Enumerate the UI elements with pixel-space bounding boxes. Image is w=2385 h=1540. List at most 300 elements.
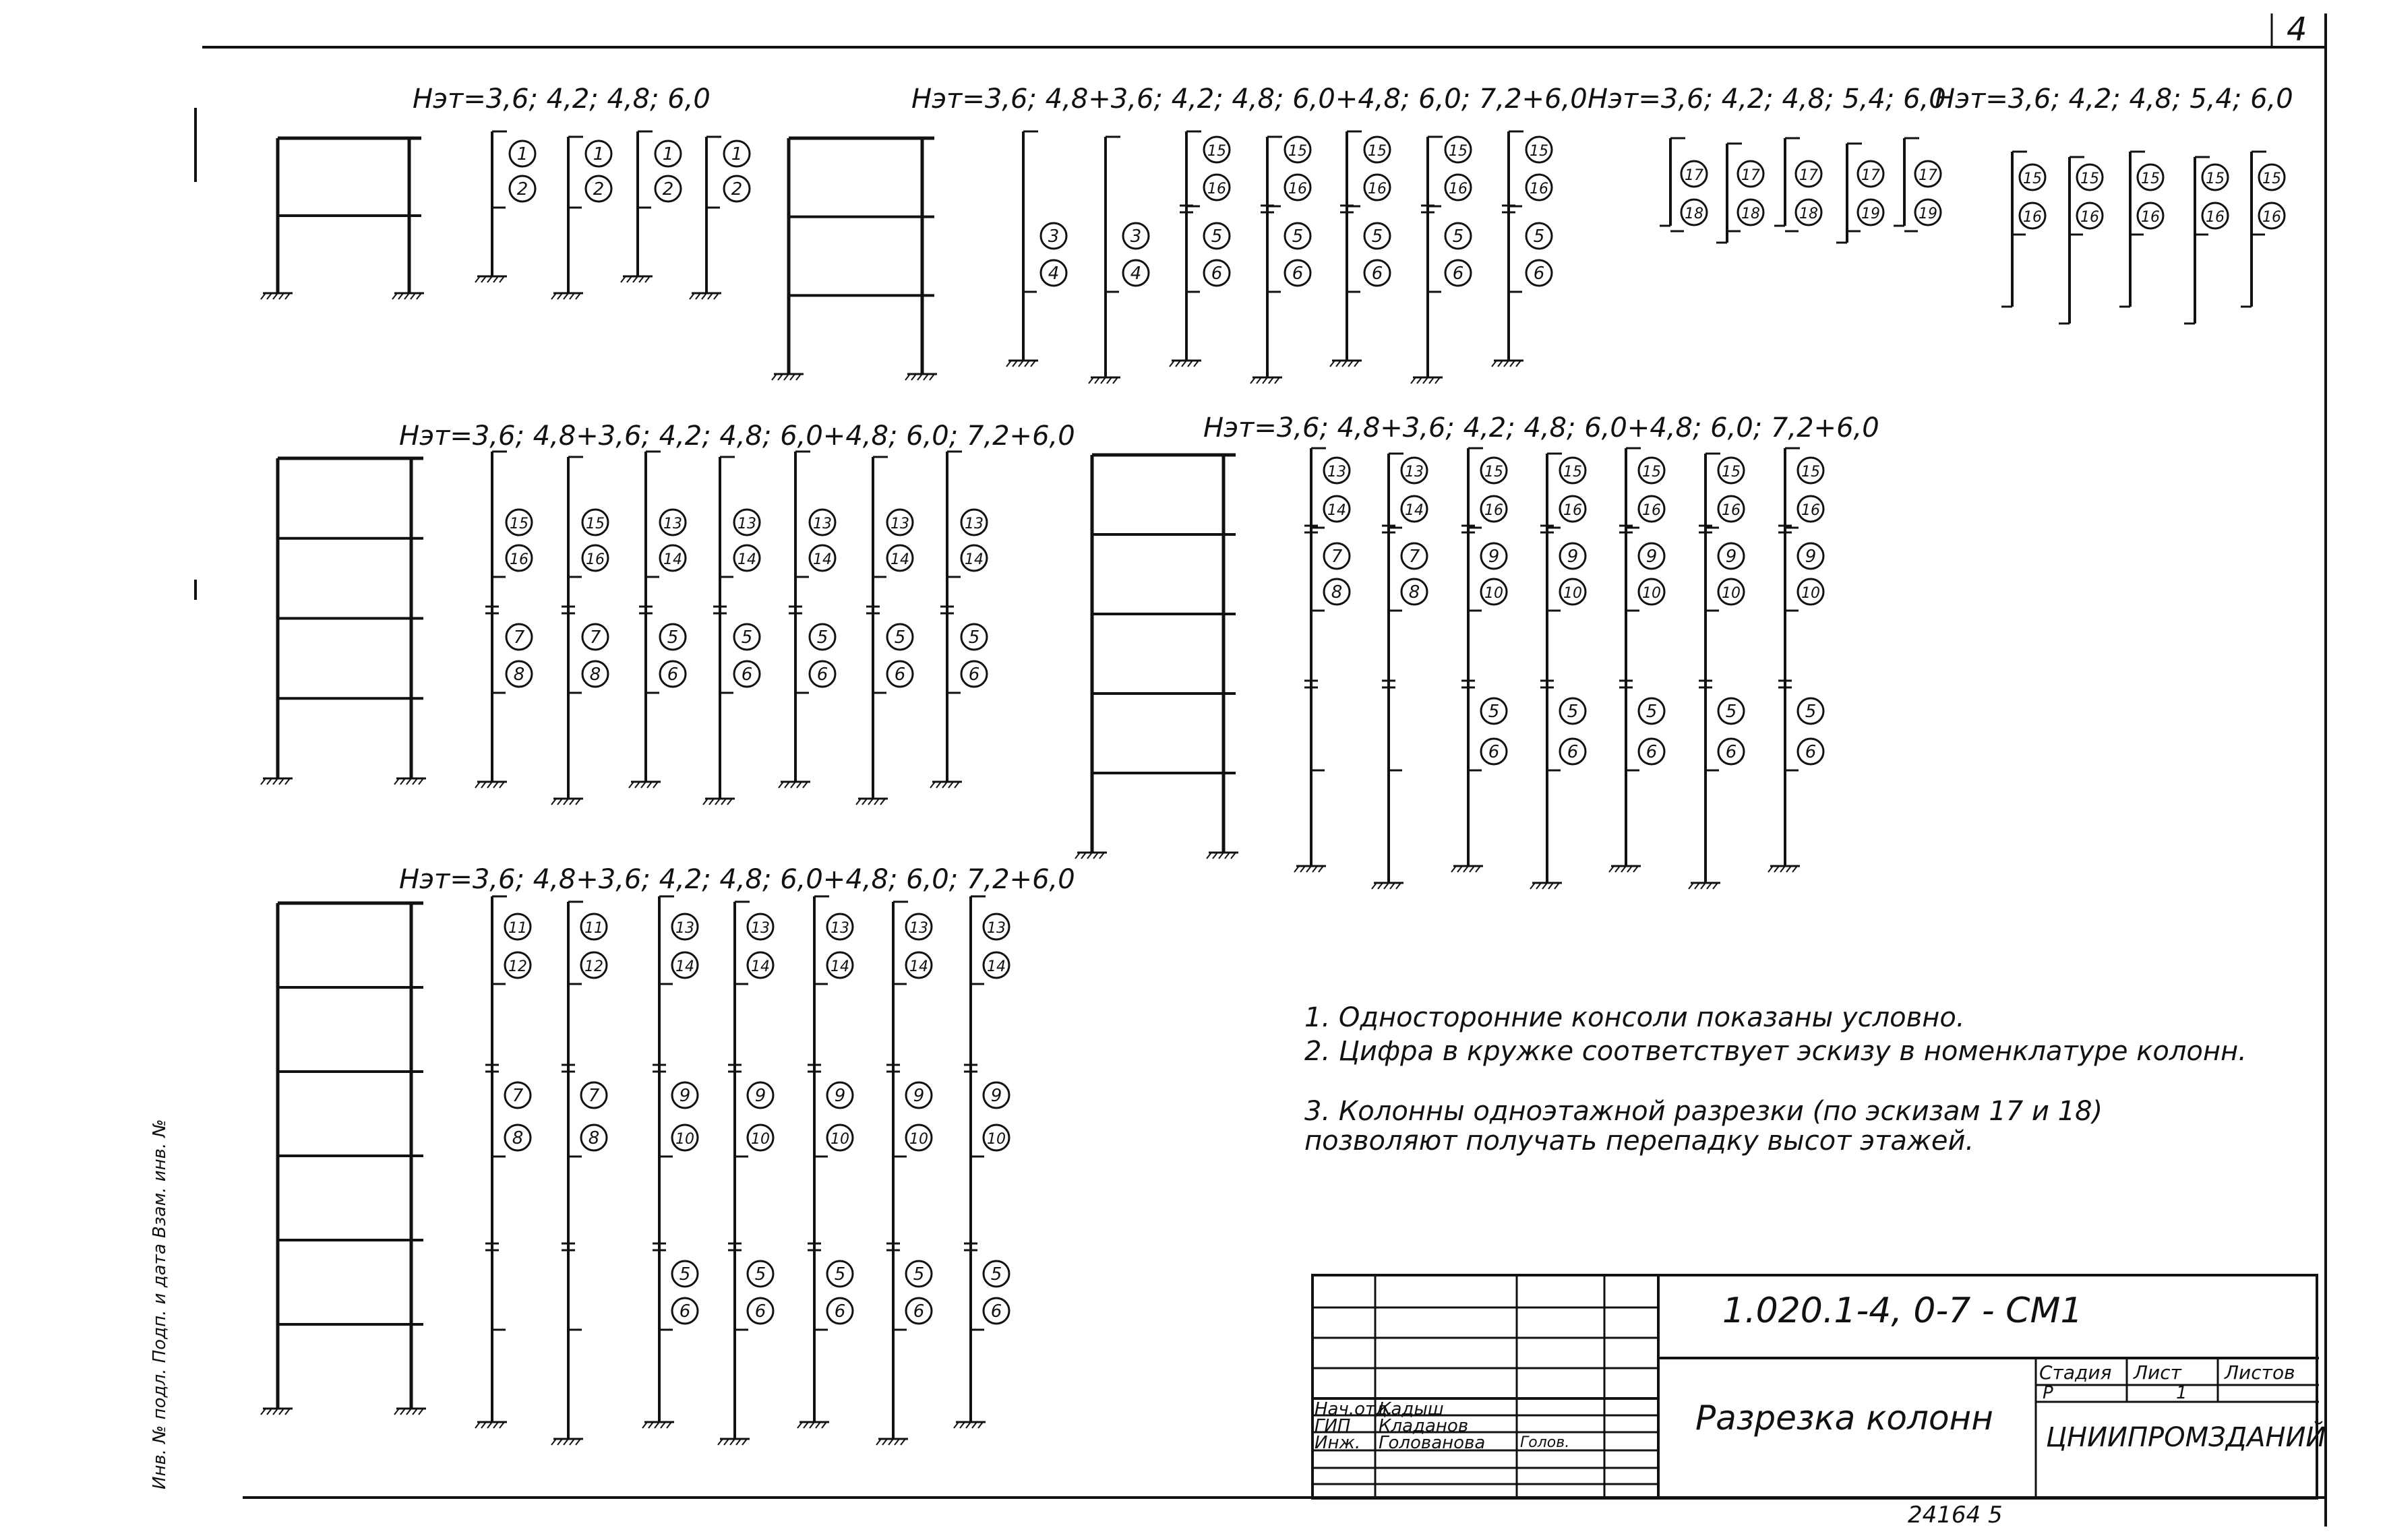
note-3: 3. Колонны одноэтажной разрезки (по эскизам 17 и 18) позволяют получать перепадку высот этажей. bbox=[1304, 1096, 2103, 1157]
sketch-number: 13 bbox=[1327, 464, 1346, 481]
sketch-number-circle bbox=[586, 141, 611, 166]
sketch-number: 15 bbox=[2141, 171, 2160, 187]
sketch-number: 6 bbox=[1488, 742, 1500, 762]
sketch-number-circle bbox=[1445, 137, 1471, 162]
sketch-number-circle bbox=[1324, 579, 1350, 605]
ground-support bbox=[475, 276, 507, 282]
column-group-4 bbox=[2001, 152, 2285, 324]
sketch-number: 16 bbox=[2262, 209, 2281, 226]
ground-support bbox=[1492, 361, 1523, 367]
sketch-number-circle bbox=[1204, 137, 1230, 162]
sketch-number-circle bbox=[1445, 260, 1471, 286]
sketch-number: 17 bbox=[1685, 167, 1703, 184]
sketch-number: 1 bbox=[593, 144, 605, 164]
sketch-number-circle bbox=[827, 952, 853, 978]
sketch-number-circle bbox=[810, 624, 835, 650]
column-scheme bbox=[1006, 131, 1066, 367]
sketch-number: 6 bbox=[1292, 264, 1304, 284]
sketch-number: 6 bbox=[667, 665, 679, 685]
sketch-number: 8 bbox=[1331, 582, 1343, 603]
sketch-number: 13 bbox=[737, 516, 756, 532]
sketch-number-circle bbox=[2077, 164, 2103, 190]
ground-support bbox=[629, 782, 661, 788]
sketch-number: 14 bbox=[675, 958, 694, 975]
sketch-number-circle bbox=[724, 141, 750, 166]
sketch-number: 6 bbox=[1725, 742, 1737, 762]
ground-support bbox=[551, 799, 583, 805]
sketch-number-circle bbox=[1204, 223, 1230, 249]
sketch-number: 8 bbox=[1408, 582, 1420, 603]
sketch-number: 14 bbox=[909, 958, 928, 975]
sketch-number-circle bbox=[748, 1261, 773, 1287]
sketch-number: 15 bbox=[1722, 464, 1741, 481]
sketch-number-circle bbox=[1796, 161, 1821, 187]
sketch-number: 15 bbox=[1207, 143, 1226, 160]
sketch-number-circle bbox=[581, 914, 607, 940]
sketch-number-circle bbox=[582, 661, 608, 687]
sketch-number-circle bbox=[1915, 199, 1941, 225]
column-scheme bbox=[2184, 157, 2228, 324]
sketch-number: 16 bbox=[1801, 502, 1820, 519]
sketch-number-circle bbox=[1481, 698, 1507, 724]
sketch-number-circle bbox=[1401, 543, 1427, 569]
sketch-number-circle bbox=[1364, 175, 1390, 200]
sketch-number: 16 bbox=[2206, 209, 2225, 226]
sketch-number-circle bbox=[660, 661, 686, 687]
sketch-number: 6 bbox=[1805, 742, 1817, 762]
column-scheme bbox=[1894, 138, 1941, 231]
ground-support bbox=[718, 1439, 750, 1445]
ground-support bbox=[1250, 377, 1282, 383]
sketch-number-circle bbox=[1681, 161, 1707, 187]
sketch-number: 16 bbox=[1207, 181, 1226, 197]
column-scheme bbox=[2001, 152, 2045, 307]
sketch-number-circle bbox=[734, 510, 760, 535]
sketch-number: 5 bbox=[894, 627, 906, 648]
sketch-number: 10 bbox=[1722, 585, 1741, 602]
sketch-number-circle bbox=[734, 624, 760, 650]
sketch-number-circle bbox=[1526, 175, 1552, 200]
sketch-number-circle bbox=[1798, 458, 1823, 483]
margin-stamp: Инв. № подл. Подп. и дата Взам. инв. № bbox=[150, 1119, 170, 1489]
sketch-number: 9 bbox=[1646, 547, 1658, 567]
ground-support bbox=[954, 1422, 986, 1428]
sketch-number: 10 bbox=[675, 1131, 694, 1148]
sketch-number: 14 bbox=[965, 551, 984, 568]
sketch-number-circle bbox=[2020, 164, 2045, 190]
sketch-number: 5 bbox=[816, 627, 828, 648]
column-scheme bbox=[1836, 144, 1883, 243]
sketch-number-circle bbox=[906, 1261, 932, 1287]
sketch-number-circle bbox=[505, 914, 531, 940]
sketch-number: 4 bbox=[1130, 264, 1142, 284]
sketch-number: 5 bbox=[741, 627, 753, 648]
sketch-number: 9 bbox=[1567, 547, 1579, 567]
sketch-number-circle bbox=[660, 624, 686, 650]
sketch-number-circle bbox=[510, 176, 535, 202]
sketch-number-circle bbox=[582, 545, 608, 571]
sketch-number: 13 bbox=[751, 920, 770, 937]
ground-support bbox=[1609, 866, 1641, 872]
sketch-number: 8 bbox=[513, 665, 525, 685]
sketch-number: 18 bbox=[1685, 206, 1703, 222]
sketch-number: 13 bbox=[1405, 464, 1424, 481]
ground-support bbox=[551, 293, 583, 299]
sketch-number: 9 bbox=[1805, 547, 1817, 567]
sketch-number: 6 bbox=[1567, 742, 1579, 762]
sketch-number-circle bbox=[827, 914, 853, 940]
sketch-number-circle bbox=[2020, 203, 2045, 228]
column-scheme bbox=[1372, 454, 1427, 889]
sketch-number-circle bbox=[1718, 458, 1744, 483]
sketch-number: 13 bbox=[890, 516, 909, 532]
sketch-number-circle bbox=[672, 914, 698, 940]
sketch-number-circle bbox=[1639, 543, 1664, 569]
ground-support bbox=[1768, 866, 1800, 872]
column-scheme bbox=[690, 137, 750, 299]
sketch-number-circle bbox=[1718, 739, 1744, 764]
sketch-number-circle bbox=[2138, 164, 2163, 190]
sketch-number: 14 bbox=[890, 551, 909, 568]
sketch-number: 5 bbox=[679, 1264, 691, 1285]
sketch-number-circle bbox=[1324, 458, 1350, 483]
caption-group-6: Нэт=3,6; 4,8+3,6; 4,2; 4,8; 6,0+4,8; 6,0; 7,2+6,0 bbox=[1203, 412, 1879, 443]
sketch-number-circle bbox=[1123, 260, 1149, 286]
sketch-number-circle bbox=[1526, 223, 1552, 249]
sketch-number-circle bbox=[1285, 137, 1310, 162]
sketch-number-circle bbox=[906, 914, 932, 940]
sketch-number-circle bbox=[1481, 579, 1507, 605]
sketch-number-circle bbox=[1481, 543, 1507, 569]
ground-support bbox=[1372, 883, 1403, 889]
sketch-number: 13 bbox=[965, 516, 984, 532]
column-scheme bbox=[1716, 144, 1763, 243]
name-3: Голованова bbox=[1379, 1433, 1486, 1453]
ground-support bbox=[772, 374, 804, 380]
sketch-number: 16 bbox=[2023, 209, 2042, 226]
column-scheme bbox=[718, 902, 773, 1445]
ground-support bbox=[394, 778, 426, 784]
sketch-number: 14 bbox=[1405, 502, 1424, 519]
sketch-number-circle bbox=[1401, 579, 1427, 605]
sketch-number-circle bbox=[2138, 203, 2163, 228]
stage-value: Р bbox=[2043, 1383, 2053, 1403]
column-group-6 bbox=[1075, 448, 1823, 889]
note-1: 1. Односторонние консоли показаны условно. bbox=[1304, 1002, 1965, 1033]
caption-group-5: Нэт=3,6; 4,8+3,6; 4,2; 4,8; 6,0+4,8; 6,0; 7,2+6,0 bbox=[399, 421, 1075, 452]
sketch-number-circle bbox=[1285, 223, 1310, 249]
sketch-number: 16 bbox=[1563, 502, 1582, 519]
sketch-number: 10 bbox=[1801, 585, 1820, 602]
column-scheme bbox=[629, 452, 686, 788]
sketch-number-circle bbox=[748, 1125, 773, 1150]
caption-group-1: Нэт=3,6; 4,2; 4,8; 6,0 bbox=[413, 84, 711, 115]
column-scheme bbox=[1768, 448, 1823, 872]
sketch-number: 16 bbox=[1484, 502, 1503, 519]
column-scheme bbox=[856, 457, 913, 805]
sketch-number: 5 bbox=[667, 627, 679, 648]
sketch-number: 14 bbox=[751, 958, 770, 975]
ground-support bbox=[475, 1422, 507, 1428]
sketch-number-circle bbox=[581, 1082, 607, 1108]
role-2: ГИП bbox=[1315, 1416, 1351, 1436]
sketch-number-circle bbox=[906, 1125, 932, 1150]
sketch-number: 12 bbox=[584, 958, 603, 975]
sketch-number-circle bbox=[672, 1298, 698, 1324]
column-scheme bbox=[1660, 138, 1707, 231]
sketch-number: 16 bbox=[510, 551, 529, 568]
sketch-number: 7 bbox=[1408, 547, 1420, 567]
sketch-number: 9 bbox=[679, 1086, 691, 1106]
sketch-number-circle bbox=[748, 952, 773, 978]
frame-elevation bbox=[261, 903, 426, 1415]
sketch-number-circle bbox=[655, 141, 681, 166]
sheet-number: 1 bbox=[2176, 1383, 2187, 1403]
column-scheme bbox=[1411, 137, 1471, 383]
sketch-number: 5 bbox=[1805, 702, 1817, 722]
sketch-number: 13 bbox=[663, 516, 682, 532]
sketch-number-circle bbox=[1718, 496, 1744, 522]
sketch-number: 18 bbox=[1741, 206, 1760, 222]
column-scheme bbox=[1170, 131, 1230, 367]
sketch-number: 10 bbox=[751, 1131, 770, 1148]
ground-support bbox=[797, 1422, 829, 1428]
sketch-number: 15 bbox=[2206, 171, 2225, 187]
sketch-number: 6 bbox=[913, 1301, 925, 1322]
column-scheme bbox=[475, 896, 531, 1428]
sketch-number-circle bbox=[1364, 137, 1390, 162]
sketch-number-circle bbox=[660, 510, 686, 535]
ground-support bbox=[475, 782, 507, 788]
sketch-number-circle bbox=[827, 1082, 853, 1108]
column-scheme bbox=[1492, 131, 1552, 367]
sketch-number: 13 bbox=[987, 920, 1006, 937]
sketch-number-circle bbox=[1798, 579, 1823, 605]
sketch-number: 6 bbox=[816, 665, 828, 685]
sketch-number: 7 bbox=[513, 627, 525, 648]
caption-group-7: Нэт=3,6; 4,8+3,6; 4,2; 4,8; 6,0+4,8; 6,0; 7,2+6,0 bbox=[399, 864, 1075, 895]
sketch-number-circle bbox=[1401, 458, 1427, 483]
sketch-number-circle bbox=[748, 1082, 773, 1108]
sketch-number: 14 bbox=[831, 958, 849, 975]
sketch-number: 15 bbox=[1288, 143, 1307, 160]
sketch-number-circle bbox=[1481, 739, 1507, 764]
sketch-number-circle bbox=[827, 1125, 853, 1150]
sketch-number-circle bbox=[1798, 698, 1823, 724]
sketch-number: 1 bbox=[516, 144, 529, 164]
column-scheme bbox=[1689, 454, 1744, 889]
sketch-number-circle bbox=[581, 1125, 607, 1150]
column-scheme bbox=[642, 896, 698, 1428]
sketch-number: 7 bbox=[512, 1086, 524, 1106]
sketch-number: 13 bbox=[813, 516, 832, 532]
sketch-number-circle bbox=[586, 176, 611, 202]
sketch-number-circle bbox=[581, 952, 607, 978]
sketch-number: 5 bbox=[1533, 226, 1545, 247]
sketch-number-circle bbox=[1798, 739, 1823, 764]
sketch-number: 16 bbox=[586, 551, 605, 568]
caption-group-4: Нэт=3,6; 4,2; 4,8; 5,4; 6,0 bbox=[1935, 84, 2293, 115]
ground-support bbox=[551, 1439, 583, 1445]
sketch-number-circle bbox=[961, 545, 987, 571]
sketch-number: 8 bbox=[588, 1128, 600, 1148]
column-group-1 bbox=[261, 131, 750, 299]
sketch-number: 6 bbox=[679, 1301, 691, 1322]
sketch-number: 4 bbox=[1048, 264, 1060, 284]
sketch-number-circle bbox=[984, 952, 1009, 978]
ground-support bbox=[261, 293, 293, 299]
sketch-number: 9 bbox=[1488, 547, 1500, 567]
sketch-number: 19 bbox=[1861, 206, 1880, 222]
column-scheme bbox=[551, 902, 607, 1445]
column-scheme bbox=[1330, 131, 1390, 367]
sketch-number-circle bbox=[734, 661, 760, 687]
sketch-number-circle bbox=[984, 1298, 1009, 1324]
column-scheme bbox=[2241, 152, 2285, 307]
sketch-number: 17 bbox=[1919, 167, 1937, 184]
sketch-number: 10 bbox=[831, 1131, 849, 1148]
role-3: Инж. bbox=[1315, 1433, 1361, 1453]
ground-support bbox=[392, 293, 424, 299]
sketch-number-circle bbox=[1560, 698, 1586, 724]
ground-support bbox=[1006, 361, 1038, 367]
sketch-number: 16 bbox=[1722, 502, 1741, 519]
frame-elevation bbox=[261, 458, 426, 784]
sketch-number: 2 bbox=[593, 179, 605, 199]
sketch-number-circle bbox=[1681, 199, 1707, 225]
sketch-number-circle bbox=[1364, 223, 1390, 249]
caption-group-3: Нэт=3,6; 4,2; 4,8; 5,4; 6,0 bbox=[1588, 84, 1946, 115]
sketch-number: 2 bbox=[731, 179, 743, 199]
column-scheme bbox=[797, 896, 853, 1428]
sketch-number: 10 bbox=[987, 1131, 1006, 1148]
sketch-number-circle bbox=[1858, 161, 1883, 187]
sketch-number: 15 bbox=[1642, 464, 1661, 481]
sketch-number: 6 bbox=[754, 1301, 766, 1322]
sketch-number-circle bbox=[505, 1082, 531, 1108]
sketch-number: 10 bbox=[1484, 585, 1503, 602]
sketch-number: 5 bbox=[990, 1264, 1002, 1285]
page-number: 4 bbox=[2287, 11, 2307, 49]
sketch-number-circle bbox=[1204, 175, 1230, 200]
sketch-number-circle bbox=[1718, 543, 1744, 569]
column-scheme bbox=[1451, 448, 1507, 872]
sketch-number-circle bbox=[1639, 458, 1664, 483]
sketch-number-circle bbox=[1401, 496, 1427, 522]
frame-elevation bbox=[261, 138, 424, 299]
sketch-number-circle bbox=[1738, 199, 1763, 225]
sketch-number-circle bbox=[1915, 161, 1941, 187]
sketch-number: 14 bbox=[663, 551, 682, 568]
sketch-number-circle bbox=[748, 1298, 773, 1324]
sketch-number: 14 bbox=[737, 551, 756, 568]
column-group-2 bbox=[772, 131, 1552, 383]
sketch-number: 11 bbox=[584, 920, 603, 937]
sketch-number: 16 bbox=[1642, 502, 1661, 519]
sketch-number-circle bbox=[1639, 739, 1664, 764]
column-scheme bbox=[551, 457, 608, 805]
column-scheme bbox=[1609, 448, 1664, 872]
ground-support bbox=[905, 374, 937, 380]
sketch-number-circle bbox=[984, 1082, 1009, 1108]
column-group-7 bbox=[261, 896, 1009, 1445]
sketch-number-circle bbox=[672, 1125, 698, 1150]
sketch-number-circle bbox=[1560, 543, 1586, 569]
sketch-number-circle bbox=[1560, 458, 1586, 483]
sketch-number-circle bbox=[506, 545, 532, 571]
sketch-number-circle bbox=[582, 510, 608, 535]
sketch-number-circle bbox=[672, 952, 698, 978]
sketch-number: 14 bbox=[987, 958, 1006, 975]
sketch-number: 15 bbox=[1484, 464, 1503, 481]
sketch-number-circle bbox=[887, 510, 913, 535]
sketch-number-circle bbox=[1285, 260, 1310, 286]
sketch-number-circle bbox=[506, 510, 532, 535]
sketch-number-circle bbox=[1738, 161, 1763, 187]
sketch-number-circle bbox=[810, 510, 835, 535]
sketch-number-circle bbox=[2259, 164, 2285, 190]
archive-number: 24164 5 bbox=[1908, 1502, 2003, 1529]
sketch-number-circle bbox=[887, 624, 913, 650]
sketch-number: 9 bbox=[1725, 547, 1737, 567]
sketch-number-circle bbox=[1445, 175, 1471, 200]
sketch-number: 1 bbox=[731, 144, 743, 164]
sketch-number: 16 bbox=[1530, 181, 1548, 197]
sketch-number: 5 bbox=[834, 1264, 846, 1285]
sketch-number: 17 bbox=[1799, 167, 1818, 184]
sketch-number: 15 bbox=[510, 516, 529, 532]
sketch-number: 8 bbox=[512, 1128, 524, 1148]
note-2: 2. Цифра в кружке соответствует эскизу в номенклатуре колонн. bbox=[1304, 1036, 2247, 1067]
sheet-label: Лист bbox=[2134, 1361, 2181, 1384]
sketch-number-circle bbox=[2202, 164, 2228, 190]
sketch-number: 5 bbox=[1292, 226, 1304, 247]
sketch-number: 11 bbox=[508, 920, 527, 937]
sketch-number-circle bbox=[1481, 458, 1507, 483]
column-scheme bbox=[2119, 152, 2163, 307]
sketch-number-circle bbox=[984, 914, 1009, 940]
sketch-number: 6 bbox=[834, 1301, 846, 1322]
sketch-number: 2 bbox=[662, 179, 674, 199]
sketch-number: 5 bbox=[754, 1264, 766, 1285]
sketch-number-circle bbox=[1324, 496, 1350, 522]
sketch-number-circle bbox=[655, 176, 681, 202]
sketch-number: 3 bbox=[1048, 226, 1060, 247]
sketch-number-circle bbox=[1364, 260, 1390, 286]
sheet-title: Разрезка колонн bbox=[1695, 1398, 1993, 1438]
sketch-number: 9 bbox=[913, 1086, 925, 1106]
sketch-number-circle bbox=[961, 624, 987, 650]
sketch-number-circle bbox=[984, 1261, 1009, 1287]
sketch-number-circle bbox=[961, 661, 987, 687]
column-scheme bbox=[1774, 138, 1821, 231]
sketch-number: 16 bbox=[1449, 181, 1468, 197]
sketch-number: 15 bbox=[586, 516, 605, 532]
sketch-number-circle bbox=[827, 1298, 853, 1324]
sketch-number: 6 bbox=[968, 665, 980, 685]
name-1: Кадыш bbox=[1379, 1399, 1444, 1419]
sketch-number-circle bbox=[1560, 496, 1586, 522]
sketch-number-circle bbox=[827, 1261, 853, 1287]
sketch-number: 15 bbox=[2080, 171, 2099, 187]
column-scheme bbox=[779, 452, 835, 788]
sketch-number: 5 bbox=[1488, 702, 1500, 722]
ground-support bbox=[1089, 377, 1120, 383]
sketch-number: 5 bbox=[1725, 702, 1737, 722]
sketch-number: 9 bbox=[834, 1086, 846, 1106]
sketch-number: 5 bbox=[1371, 226, 1383, 247]
signature: Голов. bbox=[1520, 1434, 1570, 1451]
